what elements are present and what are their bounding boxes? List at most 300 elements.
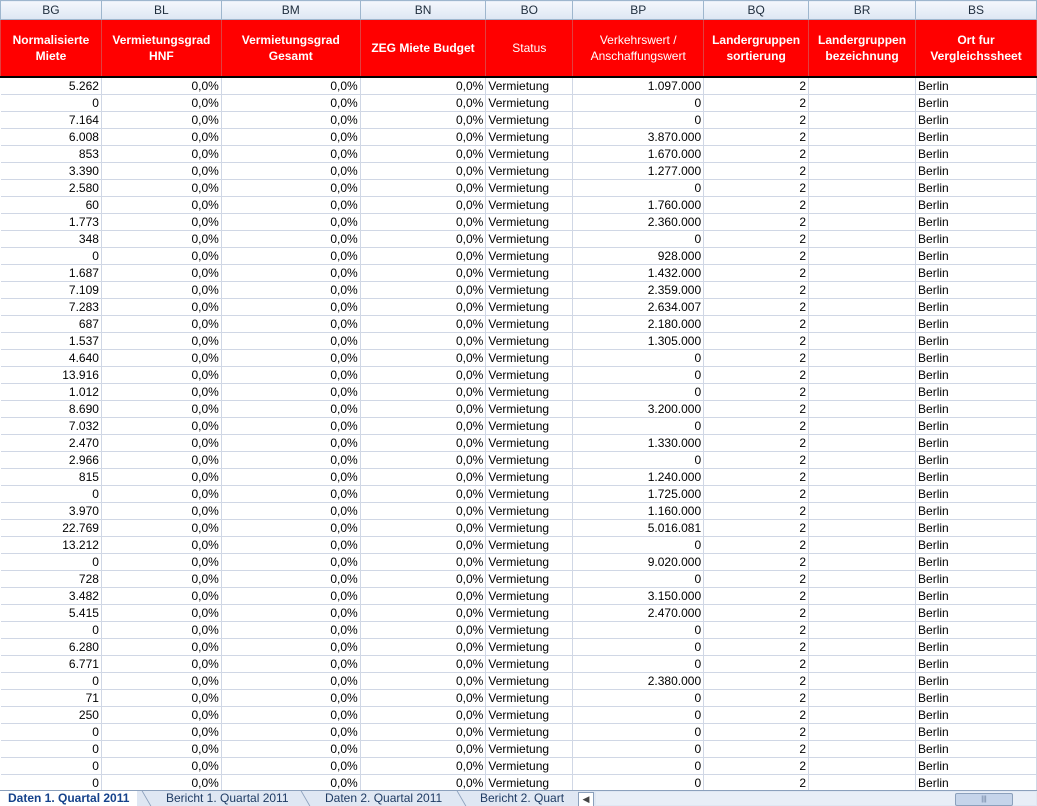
cell-bq[interactable]: 2 xyxy=(704,418,809,435)
cell-bo[interactable]: Vermietung xyxy=(486,112,573,129)
cell-bp[interactable]: 0 xyxy=(573,690,704,707)
cell-br[interactable] xyxy=(809,741,916,758)
cell-bp[interactable]: 1.760.000 xyxy=(573,197,704,214)
cell-bp[interactable]: 0 xyxy=(573,452,704,469)
cell-br[interactable] xyxy=(809,112,916,129)
cell-br[interactable] xyxy=(809,214,916,231)
cell-bn[interactable]: 0,0% xyxy=(360,741,486,758)
cell-bq[interactable]: 2 xyxy=(704,129,809,146)
cell-bl[interactable]: 0,0% xyxy=(101,77,221,95)
cell-bs[interactable]: Berlin xyxy=(916,673,1037,690)
cell-bn[interactable]: 0,0% xyxy=(360,503,486,520)
cell-bq[interactable]: 2 xyxy=(704,707,809,724)
cell-bn[interactable]: 0,0% xyxy=(360,758,486,775)
cell-bq[interactable]: 2 xyxy=(704,95,809,112)
cell-bo[interactable]: Vermietung xyxy=(486,214,573,231)
cell-bl[interactable]: 0,0% xyxy=(101,333,221,350)
cell-bl[interactable]: 0,0% xyxy=(101,673,221,690)
cell-bo[interactable]: Vermietung xyxy=(486,95,573,112)
cell-bg[interactable]: 3.970 xyxy=(1,503,102,520)
cell-bg[interactable]: 6.008 xyxy=(1,129,102,146)
cell-bp[interactable]: 2.634.007 xyxy=(573,299,704,316)
cell-bl[interactable]: 0,0% xyxy=(101,401,221,418)
cell-bg[interactable]: 6.771 xyxy=(1,656,102,673)
cell-bg[interactable]: 815 xyxy=(1,469,102,486)
cell-br[interactable] xyxy=(809,537,916,554)
cell-bl[interactable]: 0,0% xyxy=(101,656,221,673)
cell-bo[interactable]: Vermietung xyxy=(486,605,573,622)
cell-br[interactable] xyxy=(809,605,916,622)
cell-bg[interactable]: 5.262 xyxy=(1,77,102,95)
cell-bs[interactable]: Berlin xyxy=(916,486,1037,503)
cell-bn[interactable]: 0,0% xyxy=(360,163,486,180)
cell-bq[interactable]: 2 xyxy=(704,231,809,248)
cell-bm[interactable]: 0,0% xyxy=(221,486,360,503)
cell-bp[interactable]: 0 xyxy=(573,537,704,554)
cell-bp[interactable]: 1.240.000 xyxy=(573,469,704,486)
cell-bl[interactable]: 0,0% xyxy=(101,418,221,435)
cell-bp[interactable]: 5.016.081 xyxy=(573,520,704,537)
cell-bo[interactable]: Vermietung xyxy=(486,571,573,588)
cell-bl[interactable]: 0,0% xyxy=(101,112,221,129)
cell-bn[interactable]: 0,0% xyxy=(360,520,486,537)
cell-bn[interactable]: 0,0% xyxy=(360,367,486,384)
cell-bq[interactable]: 2 xyxy=(704,265,809,282)
cell-bg[interactable]: 0 xyxy=(1,486,102,503)
cell-bm[interactable]: 0,0% xyxy=(221,197,360,214)
cell-bq[interactable]: 2 xyxy=(704,112,809,129)
cell-bs[interactable]: Berlin xyxy=(916,129,1037,146)
cell-bq[interactable]: 2 xyxy=(704,333,809,350)
cell-bl[interactable]: 0,0% xyxy=(101,707,221,724)
cell-bn[interactable]: 0,0% xyxy=(360,690,486,707)
cell-bo[interactable]: Vermietung xyxy=(486,197,573,214)
cell-bp[interactable]: 0 xyxy=(573,758,704,775)
cell-bo[interactable]: Vermietung xyxy=(486,384,573,401)
cell-bs[interactable]: Berlin xyxy=(916,231,1037,248)
column-header-bl[interactable]: BL xyxy=(101,1,221,20)
cell-bl[interactable]: 0,0% xyxy=(101,554,221,571)
cell-bn[interactable]: 0,0% xyxy=(360,435,486,452)
cell-bg[interactable]: 2.580 xyxy=(1,180,102,197)
cell-bm[interactable]: 0,0% xyxy=(221,418,360,435)
cell-bp[interactable]: 3.150.000 xyxy=(573,588,704,605)
cell-bl[interactable]: 0,0% xyxy=(101,571,221,588)
cell-bl[interactable]: 0,0% xyxy=(101,214,221,231)
cell-bm[interactable]: 0,0% xyxy=(221,690,360,707)
cell-br[interactable] xyxy=(809,452,916,469)
cell-bg[interactable]: 7.164 xyxy=(1,112,102,129)
cell-bp[interactable]: 3.870.000 xyxy=(573,129,704,146)
cell-bn[interactable]: 0,0% xyxy=(360,622,486,639)
cell-bp[interactable]: 2.470.000 xyxy=(573,605,704,622)
cell-bp[interactable]: 928.000 xyxy=(573,248,704,265)
cell-bq[interactable]: 2 xyxy=(704,537,809,554)
cell-bl[interactable]: 0,0% xyxy=(101,146,221,163)
cell-bm[interactable]: 0,0% xyxy=(221,469,360,486)
cell-bs[interactable]: Berlin xyxy=(916,622,1037,639)
cell-bn[interactable]: 0,0% xyxy=(360,486,486,503)
cell-bg[interactable]: 0 xyxy=(1,95,102,112)
cell-bq[interactable]: 2 xyxy=(704,520,809,537)
cell-bp[interactable]: 0 xyxy=(573,418,704,435)
cell-bo[interactable]: Vermietung xyxy=(486,350,573,367)
cell-bl[interactable]: 0,0% xyxy=(101,537,221,554)
cell-bl[interactable]: 0,0% xyxy=(101,724,221,741)
sheet-tab-bericht-q2[interactable]: Bericht 2. Quart xyxy=(480,791,565,805)
grip-icon[interactable]: ||| xyxy=(955,793,1013,806)
field-header-bs[interactable]: Ort fur Vergleichssheet xyxy=(916,20,1037,78)
cell-bm[interactable]: 0,0% xyxy=(221,350,360,367)
cell-bs[interactable]: Berlin xyxy=(916,146,1037,163)
cell-bm[interactable]: 0,0% xyxy=(221,724,360,741)
cell-bo[interactable]: Vermietung xyxy=(486,435,573,452)
cell-bo[interactable]: Vermietung xyxy=(486,537,573,554)
column-header-bn[interactable]: BN xyxy=(360,1,486,20)
cell-bs[interactable]: Berlin xyxy=(916,741,1037,758)
cell-bq[interactable]: 2 xyxy=(704,248,809,265)
cell-bq[interactable]: 2 xyxy=(704,554,809,571)
cell-bn[interactable]: 0,0% xyxy=(360,214,486,231)
cell-br[interactable] xyxy=(809,77,916,95)
cell-bs[interactable]: Berlin xyxy=(916,367,1037,384)
cell-bp[interactable]: 9.020.000 xyxy=(573,554,704,571)
cell-bg[interactable]: 0 xyxy=(1,724,102,741)
cell-bq[interactable]: 2 xyxy=(704,180,809,197)
cell-bm[interactable]: 0,0% xyxy=(221,707,360,724)
cell-bs[interactable]: Berlin xyxy=(916,384,1037,401)
cell-bs[interactable]: Berlin xyxy=(916,418,1037,435)
cell-bq[interactable]: 2 xyxy=(704,469,809,486)
sheet-tab-daten-q2[interactable]: Daten 2. Quartal 2011 xyxy=(325,791,443,805)
cell-bg[interactable]: 728 xyxy=(1,571,102,588)
cell-bm[interactable]: 0,0% xyxy=(221,95,360,112)
cell-bg[interactable]: 687 xyxy=(1,316,102,333)
cell-bm[interactable]: 0,0% xyxy=(221,537,360,554)
cell-bl[interactable]: 0,0% xyxy=(101,299,221,316)
cell-bn[interactable]: 0,0% xyxy=(360,231,486,248)
cell-bp[interactable]: 0 xyxy=(573,656,704,673)
cell-bg[interactable]: 1.773 xyxy=(1,214,102,231)
field-header-bn[interactable]: ZEG Miete Budget xyxy=(360,20,486,78)
cell-bq[interactable]: 2 xyxy=(704,282,809,299)
cell-bm[interactable]: 0,0% xyxy=(221,316,360,333)
column-header-bs[interactable]: BS xyxy=(916,1,1037,20)
cell-bg[interactable]: 0 xyxy=(1,758,102,775)
cell-bm[interactable]: 0,0% xyxy=(221,146,360,163)
cell-bs[interactable]: Berlin xyxy=(916,435,1037,452)
cell-bl[interactable]: 0,0% xyxy=(101,690,221,707)
cell-bn[interactable]: 0,0% xyxy=(360,469,486,486)
cell-bs[interactable]: Berlin xyxy=(916,503,1037,520)
cell-bm[interactable]: 0,0% xyxy=(221,333,360,350)
cell-bm[interactable]: 0,0% xyxy=(221,112,360,129)
cell-bn[interactable]: 0,0% xyxy=(360,724,486,741)
field-header-bq[interactable]: Landergruppen sortierung xyxy=(704,20,809,78)
cell-bg[interactable]: 0 xyxy=(1,622,102,639)
cell-bg[interactable]: 13.916 xyxy=(1,367,102,384)
cell-bp[interactable]: 0 xyxy=(573,384,704,401)
cell-bl[interactable]: 0,0% xyxy=(101,265,221,282)
cell-bq[interactable]: 2 xyxy=(704,299,809,316)
cell-bs[interactable]: Berlin xyxy=(916,282,1037,299)
cell-bs[interactable]: Berlin xyxy=(916,163,1037,180)
cell-bo[interactable]: Vermietung xyxy=(486,401,573,418)
cell-bg[interactable]: 0 xyxy=(1,775,102,792)
cell-bp[interactable]: 0 xyxy=(573,180,704,197)
cell-bm[interactable]: 0,0% xyxy=(221,588,360,605)
cell-bn[interactable]: 0,0% xyxy=(360,673,486,690)
field-header-br[interactable]: Landergruppen bezeichnung xyxy=(809,20,916,78)
cell-bp[interactable]: 1.670.000 xyxy=(573,146,704,163)
cell-bn[interactable]: 0,0% xyxy=(360,180,486,197)
cell-br[interactable] xyxy=(809,367,916,384)
cell-bg[interactable]: 1.012 xyxy=(1,384,102,401)
cell-bl[interactable]: 0,0% xyxy=(101,775,221,792)
cell-bm[interactable]: 0,0% xyxy=(221,741,360,758)
cell-bo[interactable]: Vermietung xyxy=(486,673,573,690)
cell-bm[interactable]: 0,0% xyxy=(221,77,360,95)
cell-bq[interactable]: 2 xyxy=(704,690,809,707)
scroll-left-icon[interactable]: ◀ xyxy=(578,792,594,806)
cell-bs[interactable]: Berlin xyxy=(916,333,1037,350)
cell-bm[interactable]: 0,0% xyxy=(221,520,360,537)
cell-bg[interactable]: 0 xyxy=(1,673,102,690)
cell-bn[interactable]: 0,0% xyxy=(360,129,486,146)
cell-bo[interactable]: Vermietung xyxy=(486,452,573,469)
cell-br[interactable] xyxy=(809,520,916,537)
cell-bq[interactable]: 2 xyxy=(704,435,809,452)
cell-bo[interactable]: Vermietung xyxy=(486,248,573,265)
cell-bo[interactable]: Vermietung xyxy=(486,180,573,197)
cell-bl[interactable]: 0,0% xyxy=(101,316,221,333)
cell-bp[interactable]: 2.360.000 xyxy=(573,214,704,231)
cell-bl[interactable]: 0,0% xyxy=(101,197,221,214)
cell-bn[interactable]: 0,0% xyxy=(360,401,486,418)
cell-bm[interactable]: 0,0% xyxy=(221,265,360,282)
cell-br[interactable] xyxy=(809,758,916,775)
cell-bm[interactable]: 0,0% xyxy=(221,622,360,639)
cell-bq[interactable]: 2 xyxy=(704,639,809,656)
cell-bo[interactable]: Vermietung xyxy=(486,282,573,299)
cell-bn[interactable]: 0,0% xyxy=(360,265,486,282)
cell-br[interactable] xyxy=(809,418,916,435)
cell-br[interactable] xyxy=(809,333,916,350)
cell-br[interactable] xyxy=(809,435,916,452)
cell-bp[interactable]: 0 xyxy=(573,707,704,724)
cell-bg[interactable]: 348 xyxy=(1,231,102,248)
cell-br[interactable] xyxy=(809,384,916,401)
cell-bq[interactable]: 2 xyxy=(704,775,809,792)
cell-bp[interactable]: 0 xyxy=(573,350,704,367)
field-header-bo[interactable]: Status xyxy=(486,20,573,78)
cell-bp[interactable]: 1.330.000 xyxy=(573,435,704,452)
cell-bn[interactable]: 0,0% xyxy=(360,537,486,554)
cell-bs[interactable]: Berlin xyxy=(916,469,1037,486)
cell-bg[interactable]: 4.640 xyxy=(1,350,102,367)
cell-bq[interactable]: 2 xyxy=(704,741,809,758)
cell-bo[interactable]: Vermietung xyxy=(486,690,573,707)
cell-bm[interactable]: 0,0% xyxy=(221,299,360,316)
cell-bp[interactable]: 1.097.000 xyxy=(573,77,704,95)
cell-bq[interactable]: 2 xyxy=(704,384,809,401)
cell-bs[interactable]: Berlin xyxy=(916,554,1037,571)
cell-bn[interactable]: 0,0% xyxy=(360,418,486,435)
column-header-bg[interactable]: BG xyxy=(1,1,102,20)
cell-bq[interactable]: 2 xyxy=(704,724,809,741)
cell-bn[interactable]: 0,0% xyxy=(360,571,486,588)
cell-bn[interactable]: 0,0% xyxy=(360,77,486,95)
cell-bs[interactable]: Berlin xyxy=(916,656,1037,673)
cell-bl[interactable]: 0,0% xyxy=(101,248,221,265)
cell-br[interactable] xyxy=(809,690,916,707)
cell-bs[interactable]: Berlin xyxy=(916,180,1037,197)
cell-br[interactable] xyxy=(809,724,916,741)
cell-bl[interactable]: 0,0% xyxy=(101,588,221,605)
column-header-bo[interactable]: BO xyxy=(486,1,573,20)
cell-bp[interactable]: 0 xyxy=(573,367,704,384)
cell-bs[interactable]: Berlin xyxy=(916,265,1037,282)
cell-br[interactable] xyxy=(809,554,916,571)
field-header-bg[interactable]: Normalisierte Miete xyxy=(1,20,102,78)
cell-bn[interactable]: 0,0% xyxy=(360,95,486,112)
cell-bs[interactable]: Berlin xyxy=(916,316,1037,333)
cell-br[interactable] xyxy=(809,95,916,112)
cell-br[interactable] xyxy=(809,707,916,724)
cell-bg[interactable]: 3.390 xyxy=(1,163,102,180)
cell-br[interactable] xyxy=(809,571,916,588)
cell-bq[interactable]: 2 xyxy=(704,571,809,588)
cell-bq[interactable]: 2 xyxy=(704,758,809,775)
cell-bs[interactable]: Berlin xyxy=(916,452,1037,469)
cell-bq[interactable]: 2 xyxy=(704,452,809,469)
cell-bn[interactable]: 0,0% xyxy=(360,146,486,163)
cell-bl[interactable]: 0,0% xyxy=(101,452,221,469)
cell-br[interactable] xyxy=(809,588,916,605)
cell-bs[interactable]: Berlin xyxy=(916,724,1037,741)
cell-bg[interactable]: 853 xyxy=(1,146,102,163)
cell-br[interactable] xyxy=(809,282,916,299)
cell-bs[interactable]: Berlin xyxy=(916,95,1037,112)
field-header-bl[interactable]: Vermietungsgrad HNF xyxy=(101,20,221,78)
cell-bq[interactable]: 2 xyxy=(704,197,809,214)
cell-bl[interactable]: 0,0% xyxy=(101,503,221,520)
cell-bg[interactable]: 60 xyxy=(1,197,102,214)
cell-bq[interactable]: 2 xyxy=(704,486,809,503)
cell-bl[interactable]: 0,0% xyxy=(101,129,221,146)
cell-br[interactable] xyxy=(809,350,916,367)
cell-bl[interactable]: 0,0% xyxy=(101,605,221,622)
sheet-tab-daten-q1[interactable]: Daten 1. Quartal 2011 xyxy=(0,791,137,806)
cell-bn[interactable]: 0,0% xyxy=(360,282,486,299)
cell-bn[interactable]: 0,0% xyxy=(360,775,486,792)
cell-br[interactable] xyxy=(809,197,916,214)
cell-bg[interactable]: 22.769 xyxy=(1,520,102,537)
cell-bs[interactable]: Berlin xyxy=(916,520,1037,537)
cell-bq[interactable]: 2 xyxy=(704,588,809,605)
cell-bn[interactable]: 0,0% xyxy=(360,350,486,367)
cell-bo[interactable]: Vermietung xyxy=(486,639,573,656)
cell-bl[interactable]: 0,0% xyxy=(101,622,221,639)
cell-bn[interactable]: 0,0% xyxy=(360,384,486,401)
cell-bo[interactable]: Vermietung xyxy=(486,146,573,163)
cell-bn[interactable]: 0,0% xyxy=(360,197,486,214)
cell-bs[interactable]: Berlin xyxy=(916,605,1037,622)
cell-bn[interactable]: 0,0% xyxy=(360,588,486,605)
cell-bs[interactable]: Berlin xyxy=(916,248,1037,265)
cell-bl[interactable]: 0,0% xyxy=(101,384,221,401)
cell-bg[interactable]: 2.470 xyxy=(1,435,102,452)
cell-bo[interactable]: Vermietung xyxy=(486,707,573,724)
cell-bs[interactable]: Berlin xyxy=(916,571,1037,588)
cell-bm[interactable]: 0,0% xyxy=(221,163,360,180)
cell-br[interactable] xyxy=(809,316,916,333)
cell-bn[interactable]: 0,0% xyxy=(360,112,486,129)
cell-bo[interactable]: Vermietung xyxy=(486,333,573,350)
cell-bl[interactable]: 0,0% xyxy=(101,282,221,299)
cell-bq[interactable]: 2 xyxy=(704,656,809,673)
cell-bg[interactable]: 0 xyxy=(1,741,102,758)
cell-bp[interactable]: 0 xyxy=(573,95,704,112)
column-header-bp[interactable]: BP xyxy=(573,1,704,20)
cell-bo[interactable]: Vermietung xyxy=(486,299,573,316)
cell-bq[interactable]: 2 xyxy=(704,163,809,180)
cell-bg[interactable]: 250 xyxy=(1,707,102,724)
cell-bg[interactable]: 1.537 xyxy=(1,333,102,350)
column-header-bm[interactable]: BM xyxy=(221,1,360,20)
cell-bo[interactable]: Vermietung xyxy=(486,503,573,520)
cell-bq[interactable]: 2 xyxy=(704,605,809,622)
cell-bs[interactable]: Berlin xyxy=(916,299,1037,316)
cell-bs[interactable]: Berlin xyxy=(916,401,1037,418)
cell-bp[interactable]: 1.725.000 xyxy=(573,486,704,503)
cell-bm[interactable]: 0,0% xyxy=(221,282,360,299)
cell-bl[interactable]: 0,0% xyxy=(101,180,221,197)
cell-bm[interactable]: 0,0% xyxy=(221,129,360,146)
cell-bp[interactable]: 0 xyxy=(573,571,704,588)
cell-bg[interactable]: 7.032 xyxy=(1,418,102,435)
cell-bp[interactable]: 0 xyxy=(573,775,704,792)
cell-bp[interactable]: 0 xyxy=(573,639,704,656)
cell-br[interactable] xyxy=(809,775,916,792)
cell-bn[interactable]: 0,0% xyxy=(360,248,486,265)
cell-bg[interactable]: 0 xyxy=(1,554,102,571)
cell-bg[interactable]: 3.482 xyxy=(1,588,102,605)
cell-bs[interactable]: Berlin xyxy=(916,588,1037,605)
cell-bo[interactable]: Vermietung xyxy=(486,554,573,571)
cell-bo[interactable]: Vermietung xyxy=(486,588,573,605)
cell-bp[interactable]: 1.432.000 xyxy=(573,265,704,282)
cell-bq[interactable]: 2 xyxy=(704,673,809,690)
cell-bm[interactable]: 0,0% xyxy=(221,180,360,197)
cell-br[interactable] xyxy=(809,299,916,316)
cell-bl[interactable]: 0,0% xyxy=(101,163,221,180)
cell-br[interactable] xyxy=(809,622,916,639)
column-header-bq[interactable]: BQ xyxy=(704,1,809,20)
cell-bn[interactable]: 0,0% xyxy=(360,333,486,350)
cell-bl[interactable]: 0,0% xyxy=(101,639,221,656)
cell-bp[interactable]: 2.359.000 xyxy=(573,282,704,299)
cell-bl[interactable]: 0,0% xyxy=(101,95,221,112)
cell-bm[interactable]: 0,0% xyxy=(221,503,360,520)
cell-bm[interactable]: 0,0% xyxy=(221,554,360,571)
cell-br[interactable] xyxy=(809,673,916,690)
cell-bq[interactable]: 2 xyxy=(704,316,809,333)
cell-bp[interactable]: 0 xyxy=(573,231,704,248)
cell-bo[interactable]: Vermietung xyxy=(486,367,573,384)
cell-bp[interactable]: 0 xyxy=(573,741,704,758)
cell-bq[interactable]: 2 xyxy=(704,146,809,163)
